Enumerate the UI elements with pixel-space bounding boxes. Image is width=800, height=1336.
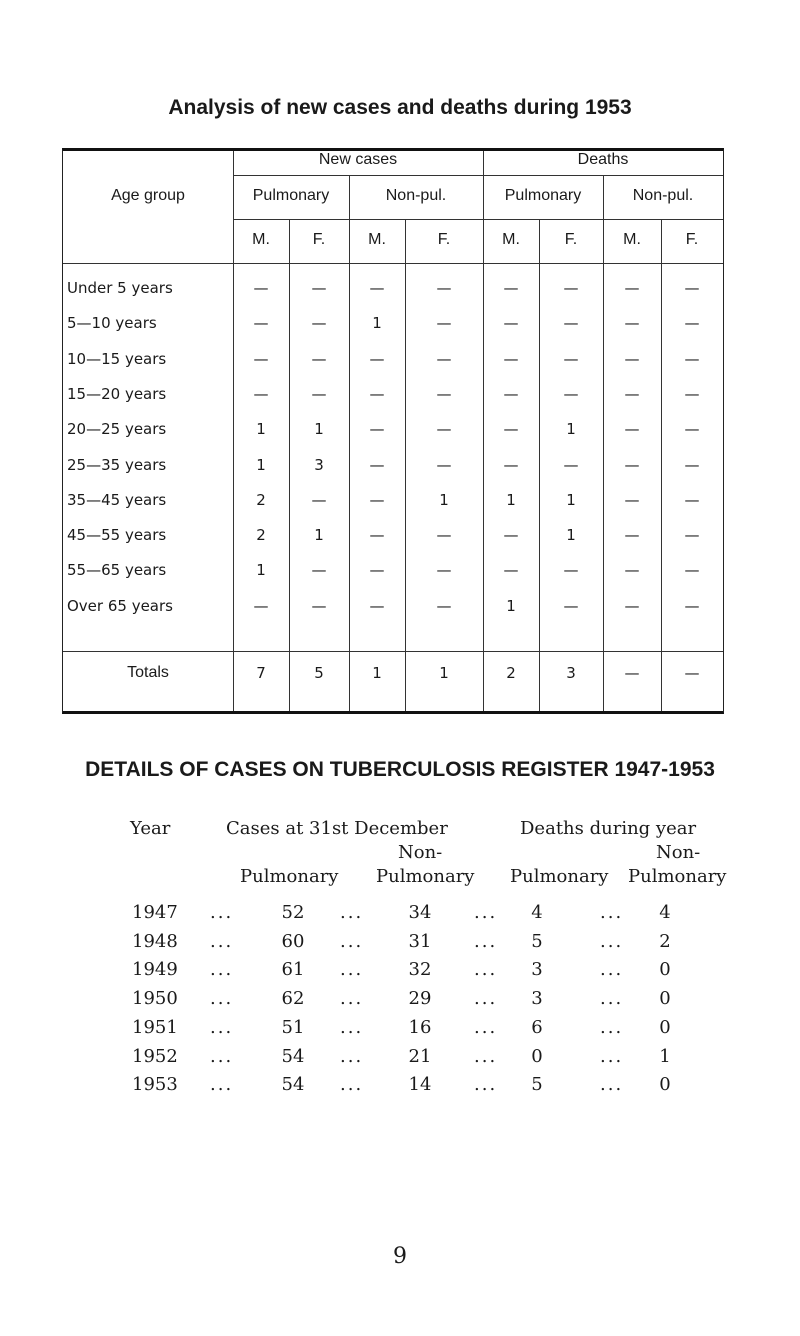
leader-dots: ... — [474, 959, 498, 981]
table-cell: — — [563, 596, 579, 615]
subgroup-header: Non-pul. — [632, 187, 694, 204]
table-cell: — — [563, 314, 579, 333]
table-cell: — — [684, 596, 700, 615]
leader-dots: ... — [600, 902, 624, 923]
register-cell: 2 — [659, 930, 671, 952]
register-cell: 3 — [531, 959, 543, 981]
table-cell: — — [624, 455, 640, 474]
totals-label: Totals — [127, 664, 169, 681]
new-cases-header: New cases — [318, 151, 398, 168]
table-cell: — — [563, 561, 579, 580]
subgroup-header: Pulmonary — [252, 187, 330, 204]
table-cell: 1 — [506, 596, 516, 615]
leader-dots: ... — [210, 1074, 234, 1096]
table-cell: — — [624, 596, 640, 615]
register-cell: 0 — [659, 1074, 671, 1096]
register-cell: 34 — [408, 902, 432, 923]
table-cell: — — [311, 490, 327, 509]
table-cell: — — [684, 490, 700, 509]
table-cell: — — [369, 455, 385, 474]
table-cell: — — [436, 455, 452, 474]
table-cell: — — [503, 455, 519, 474]
register-cell: 21 — [408, 1045, 432, 1067]
register-cell: 0 — [531, 1045, 543, 1067]
table-cell: 1 — [439, 490, 449, 509]
leader-dots: ... — [340, 988, 364, 1010]
sex-header: M. — [623, 231, 641, 248]
table-cell: — — [684, 384, 700, 403]
register-cell: 32 — [408, 959, 432, 981]
table-cell: 1 — [256, 561, 266, 580]
year-cell: 1950 — [132, 988, 178, 1010]
age-group-label: 20—25 years — [67, 420, 167, 439]
leader-dots: ... — [600, 959, 624, 981]
table-cell: 1 — [314, 420, 324, 439]
table-cell: — — [369, 490, 385, 509]
age-group-label: Under 5 years — [67, 279, 173, 297]
register-cell: 0 — [659, 1016, 671, 1038]
table-cell: — — [311, 596, 327, 615]
age-group-label: 25—35 years — [67, 455, 167, 474]
table-cell: — — [684, 349, 700, 368]
pulmonary-label: Pulmonary — [240, 866, 339, 887]
totals-cell: 3 — [566, 664, 576, 682]
totals-cell: 1 — [372, 664, 382, 682]
age-group-label: 35—45 years — [67, 490, 167, 509]
register-cell: 6 — [531, 1016, 543, 1038]
sex-header: M. — [368, 231, 386, 248]
leader-dots: ... — [210, 988, 234, 1010]
leader-dots: ... — [474, 930, 498, 952]
cases-header: Cases at 31st December — [226, 818, 448, 839]
register-cell: 29 — [408, 988, 432, 1010]
leader-dots: ... — [210, 1045, 234, 1067]
table-cell: — — [563, 349, 579, 368]
non-label: Non- — [398, 842, 443, 863]
table-cell: — — [253, 349, 269, 368]
table-cell: — — [436, 561, 452, 580]
year-cell: 1952 — [132, 1045, 178, 1067]
table-cell: — — [624, 526, 640, 545]
table-cell: — — [624, 420, 640, 439]
table-cell: — — [436, 279, 452, 297]
register-cell: 0 — [659, 959, 671, 981]
pulmonary-label: Pulmonary — [628, 866, 727, 887]
table-cell: 1 — [566, 420, 576, 439]
table-cell: — — [253, 279, 269, 297]
leader-dots: ... — [474, 988, 498, 1010]
table-cell: 3 — [314, 455, 324, 474]
table-cell: — — [684, 420, 700, 439]
year-header: Year — [130, 818, 171, 839]
table-cell: — — [503, 420, 519, 439]
register-cell: 5 — [531, 1074, 543, 1096]
table-cell: — — [684, 455, 700, 474]
leader-dots: ... — [210, 930, 234, 952]
table-cell: — — [436, 384, 452, 403]
table-cell: — — [436, 526, 452, 545]
age-group-label: 55—65 years — [67, 561, 167, 580]
register-cell: 4 — [659, 902, 671, 923]
leader-dots: ... — [340, 930, 364, 952]
leader-dots: ... — [474, 1045, 498, 1067]
sex-header: M. — [502, 231, 520, 248]
table-cell: — — [436, 420, 452, 439]
leader-dots: ... — [210, 902, 234, 923]
year-cell: 1953 — [132, 1074, 178, 1096]
table-cell: — — [311, 279, 327, 297]
table-cell: 1 — [314, 526, 324, 545]
pulmonary-label: Pulmonary — [376, 866, 475, 887]
table-cell: — — [503, 314, 519, 333]
age-group-header: Age group — [111, 187, 185, 204]
table-cell: — — [369, 384, 385, 403]
age-group-label: 45—55 years — [67, 526, 167, 545]
table-cell: — — [436, 314, 452, 333]
table-cell: — — [369, 349, 385, 368]
leader-dots: ... — [340, 902, 364, 923]
register-cell: 54 — [281, 1045, 305, 1067]
table-cell: — — [311, 561, 327, 580]
leader-dots: ... — [474, 902, 498, 923]
non-label: Non- — [656, 842, 701, 863]
table-cell: 1 — [256, 455, 266, 474]
table-cell: — — [369, 596, 385, 615]
table-cell: — — [684, 526, 700, 545]
age-group-label: 15—20 years — [67, 384, 167, 403]
totals-cell: 7 — [256, 664, 266, 682]
table-cell: — — [563, 455, 579, 474]
sex-header: F. — [312, 231, 326, 248]
table-cell: — — [369, 420, 385, 439]
leader-dots: ... — [600, 1045, 624, 1067]
register-cell: 31 — [408, 930, 432, 952]
sex-header: F. — [564, 231, 578, 248]
year-cell: 1947 — [132, 902, 178, 923]
table-cell: — — [624, 314, 640, 333]
totals-cell: 2 — [506, 664, 516, 682]
deaths-header: Deaths — [577, 151, 629, 168]
table2-title: DETAILS OF CASES ON TUBERCULOSIS REGISTER 1947-1953 — [85, 758, 715, 781]
table-cell: — — [311, 314, 327, 333]
table-cell: — — [503, 561, 519, 580]
register-cell: 5 — [531, 930, 543, 952]
table-cell: — — [311, 384, 327, 403]
register-cell: 52 — [281, 902, 305, 923]
age-group-label: Over 65 years — [67, 596, 173, 615]
leader-dots: ... — [210, 1016, 234, 1038]
year-cell: 1948 — [132, 930, 178, 952]
table-cell: — — [624, 384, 640, 403]
table-cell: 1 — [372, 314, 382, 333]
register-cell: 0 — [659, 988, 671, 1010]
age-group-label: 10—15 years — [67, 349, 167, 368]
totals-cell: — — [624, 664, 640, 682]
leader-dots: ... — [340, 1074, 364, 1096]
table-cell: — — [436, 349, 452, 368]
register-cell: 62 — [281, 988, 305, 1010]
table-cell: — — [563, 384, 579, 403]
age-group-label: 5—10 years — [67, 314, 157, 333]
table-cell: 2 — [256, 526, 266, 545]
leader-dots: ... — [600, 1074, 624, 1096]
leader-dots: ... — [340, 1045, 364, 1067]
leader-dots: ... — [340, 1016, 364, 1038]
register-cell: 4 — [531, 902, 543, 923]
totals-cell: — — [684, 664, 700, 682]
page-number: 9 — [393, 1244, 407, 1269]
register-cell: 14 — [408, 1074, 432, 1096]
totals-cell: 1 — [439, 664, 449, 682]
table-cell: — — [684, 561, 700, 580]
subgroup-header: Pulmonary — [504, 187, 582, 204]
table-cell: — — [369, 526, 385, 545]
register-cell: 3 — [531, 988, 543, 1010]
table-cell: — — [369, 279, 385, 297]
leader-dots: ... — [474, 1016, 498, 1038]
subgroup-header: Non-pul. — [385, 187, 447, 204]
table-cell: — — [503, 384, 519, 403]
table-cell: — — [624, 279, 640, 297]
table-cell: — — [311, 349, 327, 368]
table-cell: — — [253, 314, 269, 333]
totals-cell: 5 — [314, 664, 324, 682]
table-cell: — — [436, 596, 452, 615]
sex-header: M. — [252, 231, 270, 248]
table-cell: 2 — [256, 490, 266, 509]
table-cell: — — [684, 279, 700, 297]
table-cell: — — [624, 349, 640, 368]
table-cell: — — [624, 561, 640, 580]
register-cell: 51 — [281, 1016, 305, 1038]
table-cell: 1 — [566, 526, 576, 545]
pulmonary-label: Pulmonary — [510, 866, 609, 887]
register-cell: 60 — [281, 930, 305, 952]
sex-header: F. — [437, 231, 451, 248]
deaths-header: Deaths during year — [520, 818, 697, 839]
table-cell: 1 — [256, 420, 266, 439]
register-cell: 16 — [408, 1016, 432, 1038]
leader-dots: ... — [600, 1016, 624, 1038]
leader-dots: ... — [340, 959, 364, 981]
table-cell: 1 — [506, 490, 516, 509]
table-cell: — — [624, 490, 640, 509]
table1-title: Analysis of new cases and deaths during 1953 — [168, 96, 632, 119]
table-cell: — — [503, 526, 519, 545]
leader-dots: ... — [600, 930, 624, 952]
year-cell: 1949 — [132, 959, 178, 981]
table-cell: — — [253, 384, 269, 403]
table-cell: — — [253, 596, 269, 615]
register-cell: 1 — [659, 1045, 671, 1067]
table-cell: — — [503, 349, 519, 368]
table-cell: — — [503, 279, 519, 297]
sex-header: F. — [685, 231, 699, 248]
leader-dots: ... — [600, 988, 624, 1010]
table-cell: 1 — [566, 490, 576, 509]
table-cell: — — [369, 561, 385, 580]
register-cell: 54 — [281, 1074, 305, 1096]
leader-dots: ... — [474, 1074, 498, 1096]
table-cell: — — [563, 279, 579, 297]
table-cell: — — [684, 314, 700, 333]
year-cell: 1951 — [132, 1016, 178, 1038]
leader-dots: ... — [210, 959, 234, 981]
register-cell: 61 — [281, 959, 305, 981]
